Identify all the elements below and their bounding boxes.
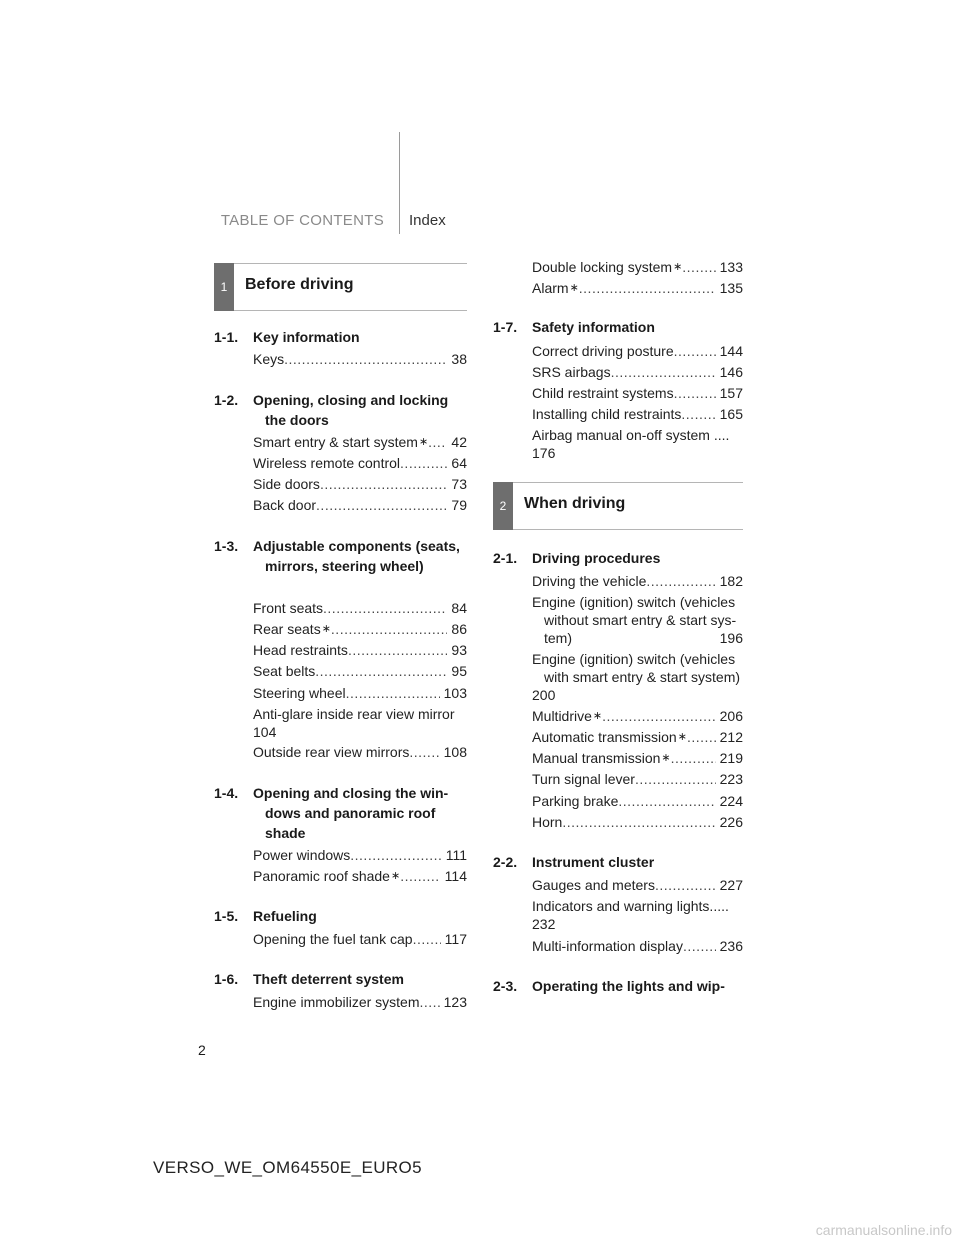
section-heading[interactable]: 1-1. Key information xyxy=(214,329,360,345)
toc-entry[interactable]: Anti-glare inside rear view mirror 104 xyxy=(253,706,455,740)
chapter-number: 1 xyxy=(214,263,234,311)
toc-entry[interactable]: Engine (ignition) switch (vehicles without smart entry & start sys-tem) 196 xyxy=(532,594,743,646)
toc-entry[interactable]: Smart entry & start system ∗ ..... 42 xyxy=(214,433,467,451)
asterisk-icon: ∗ xyxy=(661,752,671,764)
toc-entry[interactable]: Side doors ..... 73 xyxy=(214,475,467,493)
toc-entry[interactable]: Horn ..... 226 xyxy=(493,813,743,831)
page-number: 2 xyxy=(198,1042,206,1058)
section-heading[interactable]: 1-5. Refueling xyxy=(214,908,317,924)
asterisk-icon: ∗ xyxy=(569,282,579,294)
chapter-title: When driving xyxy=(524,495,626,512)
section-heading[interactable]: 2-2. Instrument cluster xyxy=(493,854,655,870)
section-heading[interactable]: 2-3. Operating the lights and wip- xyxy=(493,978,725,994)
toc-entry[interactable]: Parking brake ..... 224 xyxy=(493,792,743,810)
section-heading[interactable]: 1-6. Theft deterrent system xyxy=(214,971,404,987)
section-heading[interactable]: 1-7. Safety information xyxy=(493,319,655,335)
toc-entry[interactable]: Back door ..... 79 xyxy=(214,496,467,514)
toc-entry[interactable]: Outside rear view mirrors ..... 108 xyxy=(214,743,467,761)
header-divider xyxy=(399,132,400,234)
toc-entry[interactable]: Automatic transmission ∗ ..... 212 xyxy=(493,728,743,746)
chapter-title: Before driving xyxy=(245,276,354,293)
toc-entry[interactable]: Wireless remote control ..... 64 xyxy=(214,454,467,472)
toc-entry[interactable]: Gauges and meters ..... 227 xyxy=(493,876,743,894)
chapter-band-1 xyxy=(214,263,467,311)
section-heading[interactable]: 1-2. Opening, closing and locking the doors xyxy=(214,392,449,428)
index-link[interactable]: Index xyxy=(409,212,446,229)
toc-entry[interactable]: Multidrive ∗ ..... 206 xyxy=(493,707,743,725)
asterisk-icon: ∗ xyxy=(418,436,429,448)
toc-entry[interactable]: Indicators and warning lights..... 232 xyxy=(532,898,729,932)
toc-entry[interactable]: Opening the fuel tank cap ..... 117 xyxy=(214,930,467,948)
toc-entry[interactable]: Alarm ∗ ..... 135 xyxy=(493,279,743,297)
toc-entry[interactable]: Rear seats ∗ ..... 86 xyxy=(214,620,467,638)
toc-entry[interactable]: Child restraint systems ..... 157 xyxy=(493,384,743,402)
chapter-band-2 xyxy=(493,482,743,530)
toc-entry[interactable]: Multi-information display ..... 236 xyxy=(493,937,743,955)
toc-entry[interactable]: Double locking system ∗ ..... 133 xyxy=(493,258,743,276)
chapter-number: 2 xyxy=(493,482,513,530)
toc-entry[interactable]: Front seats ..... 84 xyxy=(214,599,467,617)
toc-entry[interactable]: SRS airbags ..... 146 xyxy=(493,363,743,381)
toc-entry[interactable]: Engine immobilizer system ..... 123 xyxy=(214,993,467,1011)
watermark-text: carmanualsonline.info xyxy=(815,1222,952,1238)
toc-entry[interactable]: Panoramic roof shade ∗ ..... 114 xyxy=(214,867,467,885)
document-code-footer: VERSO_WE_OM64550E_EURO5 xyxy=(153,1158,423,1177)
asterisk-icon: ∗ xyxy=(321,623,331,635)
asterisk-icon: ∗ xyxy=(677,731,687,743)
section-heading[interactable]: 1-4. Opening and closing the win-dows and panoramic roof shade xyxy=(214,785,449,841)
section-heading[interactable]: 2-1. Driving procedures xyxy=(493,550,661,566)
toc-entry[interactable]: Driving the vehicle ..... 182 xyxy=(493,572,743,590)
toc-entry[interactable]: Head restraints ..... 93 xyxy=(214,641,467,659)
toc-entry[interactable]: Installing child restraints ..... 165 xyxy=(493,405,743,423)
toc-entry[interactable]: Airbag manual on-off system .... 176 xyxy=(532,427,730,461)
section-heading[interactable]: 1-3. Adjustable components (seats, mirrors, steering wheel) xyxy=(214,538,460,574)
toc-entry[interactable]: Keys ..... 38 xyxy=(214,350,467,368)
toc-entry[interactable]: Power windows ..... 111 xyxy=(214,846,467,864)
toc-entry[interactable]: Manual transmission ∗ ..... 219 xyxy=(493,749,743,767)
asterisk-icon: ∗ xyxy=(390,870,401,882)
toc-entry[interactable]: Engine (ignition) switch (vehicles with smart entry & start system) 200 xyxy=(532,651,741,703)
toc-entry[interactable]: Steering wheel ..... 103 xyxy=(214,684,467,702)
toc-entry[interactable]: Seat belts ..... 95 xyxy=(214,662,467,680)
table-of-contents-link[interactable]: TABLE OF CONTENTS xyxy=(220,212,384,229)
asterisk-icon: ∗ xyxy=(673,261,683,273)
toc-entry[interactable]: Correct driving posture ..... 144 xyxy=(493,342,743,360)
toc-entry[interactable]: Turn signal lever ..... 223 xyxy=(493,770,743,788)
asterisk-icon: ∗ xyxy=(592,710,603,722)
